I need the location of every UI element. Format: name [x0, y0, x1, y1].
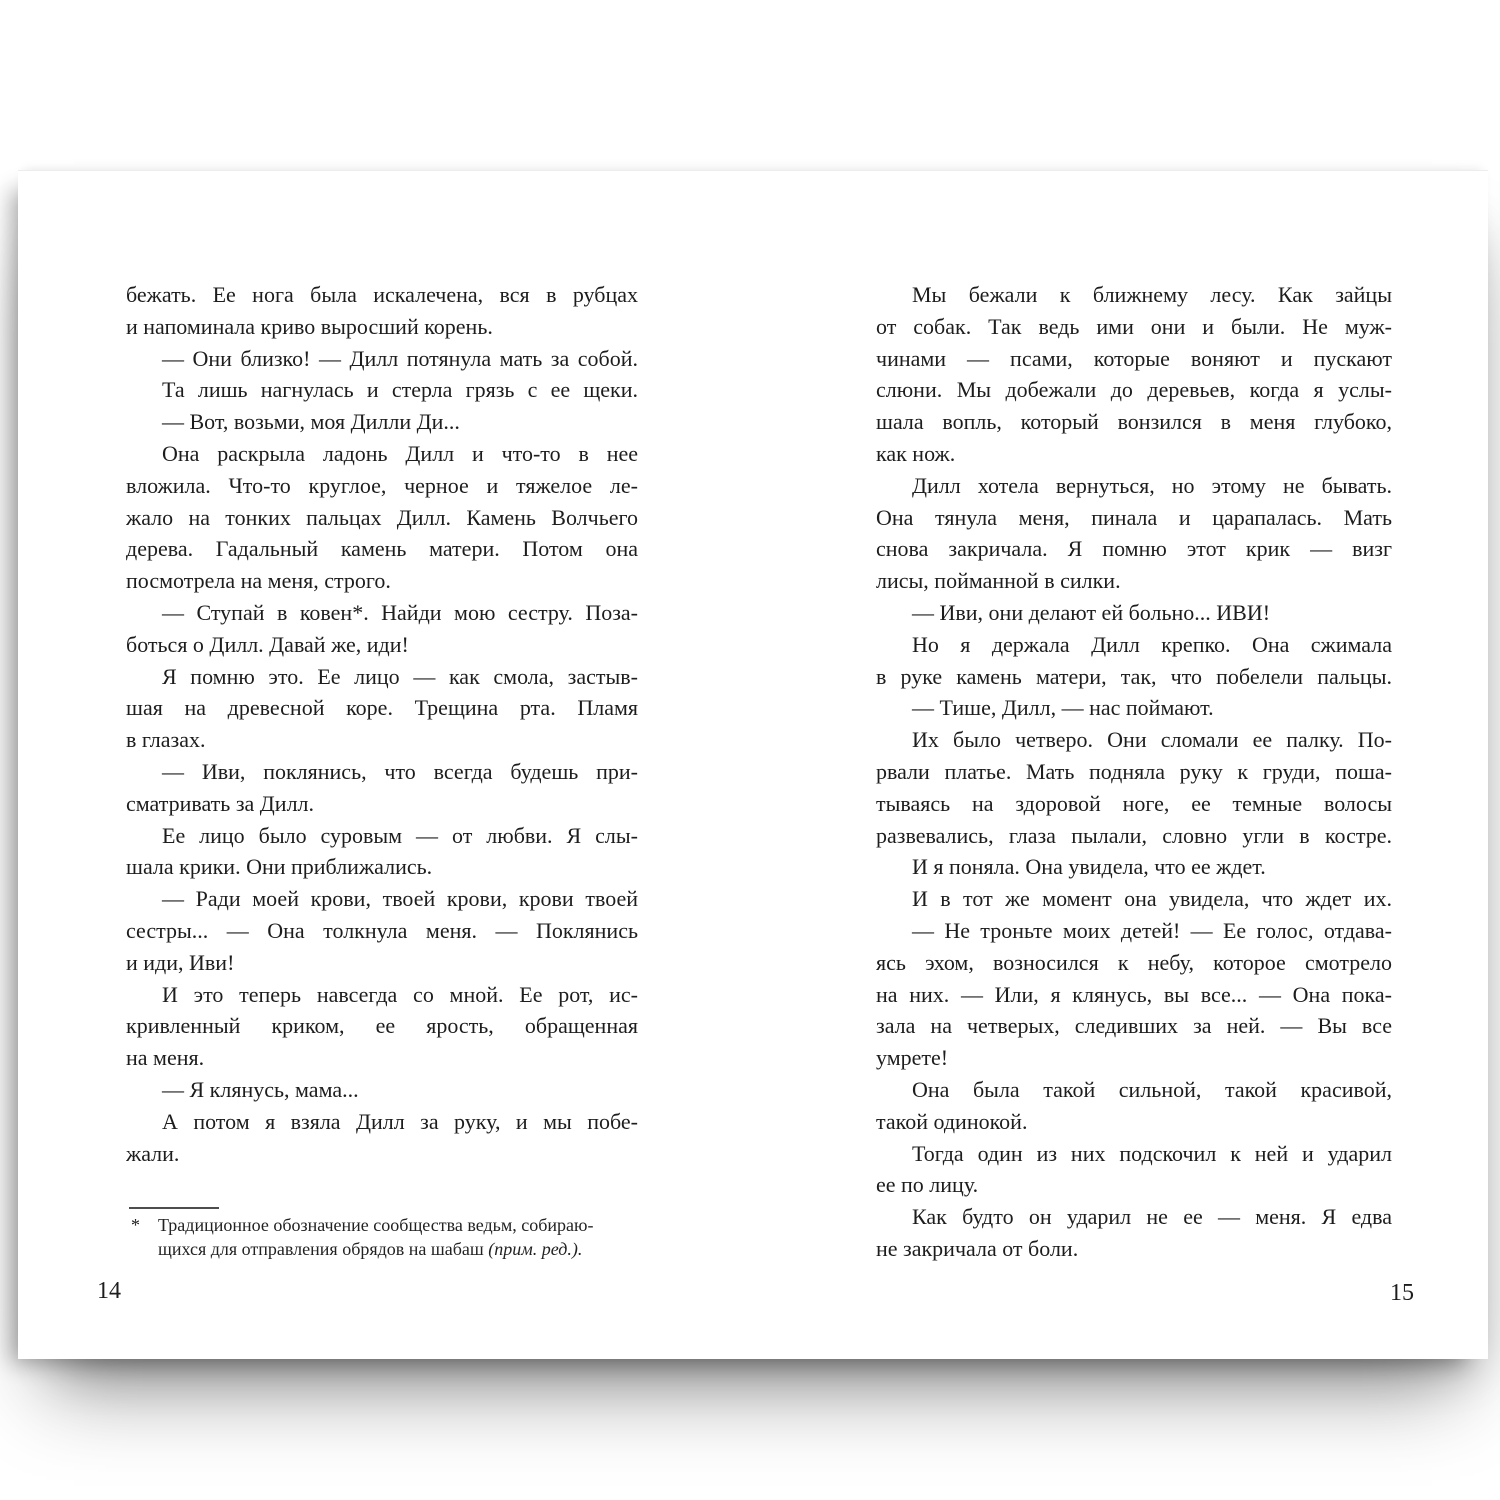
text-line: Она раскрыла ладонь Дилл и что-то в нее [162, 440, 638, 466]
text-line: Тогда один из них подскочил к ней и ударил [912, 1140, 1392, 1166]
text-line: — Вот, возьми, моя Дилли Ди... [162, 409, 460, 435]
text-line: чинами — псами, которые воняют и пускают [876, 345, 1392, 371]
text-line: слюни. Мы добежали до деревьев, когда я услы- [876, 377, 1392, 403]
text-line: развевались, глаза пылали, словно угли в костре. [876, 822, 1392, 848]
text-line: Ее лицо было суровым — от любви. Я слы- [162, 822, 638, 848]
text-line: Мы бежали к ближнему лесу. Как зайцы [912, 282, 1392, 307]
text-line: шая на древесной коре. Трещина рта. Пламя [126, 695, 638, 721]
text-line: умрете! [876, 1045, 949, 1071]
text-line: зала на четверых, следивших за ней. — Вы все [876, 1013, 1392, 1039]
right-page-text [876, 279, 1392, 1265]
footnote-line: Традиционное обозначение сообщества ведьм, собираю- [158, 1215, 594, 1235]
text-line: Но я держала Дилл крепко. Она сжимала [912, 631, 1392, 657]
text-line: тываясь на здоровой ноге, ее темные волосы [876, 790, 1392, 816]
text-line: дерева. Гадальный камень матери. Потом она [126, 536, 638, 562]
text-line: Она тянула меня, пинала и царапалась. Мать [876, 504, 1392, 530]
text-line: жало на тонких пальцах Дилл. Камень Волчьего [126, 504, 638, 530]
text-line: и иди, Иви! [126, 949, 235, 975]
text-line: в руке камень матери, так, что побелели пальцы. [876, 663, 1392, 689]
text-line: на меня. [126, 1045, 205, 1071]
text-line: А потом я взяла Дилл за руку, и мы побе- [162, 1108, 638, 1134]
footnote-divider [129, 1207, 219, 1209]
text-line: Их было четверо. Они сломали ее палку. По- [912, 727, 1392, 753]
text-line: посмотрела на меня, строго. [126, 568, 391, 594]
text-line: лисы, пойманной в силки. [876, 568, 1121, 594]
text-line: Она была такой сильной, такой красивой, [912, 1076, 1392, 1102]
text-line: на них. — Или, я клянусь, вы все... — Она пока- [876, 981, 1392, 1007]
footnote-text: щихся для отправления обрядов на шабаш [158, 1239, 489, 1259]
text-line: рвали платье. Мать подняла руку к груди, поша- [876, 758, 1392, 784]
page-number-right: 15 [1390, 1280, 1414, 1306]
text-line: в глазах. [126, 727, 206, 753]
text-line: — Иви, они делают ей больно... ИВИ! [912, 599, 1271, 625]
text-line: жали. [126, 1140, 180, 1166]
text-line: — Ступай в ковен*. Найди мою сестру. Поза- [162, 599, 638, 625]
text-line: шала крики. Они приближались. [126, 854, 433, 880]
text-line: И я поняла. Она увидела, что ее ждет. [912, 854, 1266, 880]
text-line: — Я клянусь, мама... [162, 1076, 359, 1102]
text-line: — Они близко! — Дилл потянула мать за собой. [162, 345, 638, 371]
book-spread [18, 170, 1488, 1359]
text-line: Я помню это. Ее лицо — как смола, застыв- [162, 663, 638, 689]
text-line: боться о Дилл. Давай же, иди! [126, 631, 409, 657]
text-line: — Тише, Дилл, — нас поймают. [912, 695, 1214, 721]
text-line: не закричала от боли. [876, 1235, 1079, 1261]
text-line: ясь эхом, возносился к небу, которое смотрело [876, 949, 1392, 975]
text-line: и напоминала криво выросший корень. [126, 313, 493, 339]
footnote [158, 1213, 628, 1261]
text-line: Та лишь нагнулась и стерла грязь с ее щеки. [162, 377, 638, 403]
text-line: такой одинокой. [876, 1108, 1028, 1134]
text-line: И в тот же момент она увидела, что ждет их. [912, 886, 1392, 912]
text-line: как нож. [876, 440, 956, 466]
left-page-text [126, 279, 638, 1169]
text-line: вложила. Что-то круглое, черное и тяжелое ле- [126, 472, 638, 498]
text-line: ее по лицу. [876, 1172, 979, 1198]
text-line: — Не троньте моих детей! — Ее голос, отдава- [912, 917, 1392, 943]
text-line: И это теперь навсегда со мной. Ее рот, ис- [162, 981, 638, 1007]
footnote-editor-note: (прим. ред.). [488, 1239, 583, 1259]
page-number-left: 14 [97, 1278, 121, 1304]
text-line: сматривать за Дилл. [126, 790, 315, 816]
text-line: снова закричала. Я помню этот крик — визг [876, 536, 1392, 562]
footnote-line [158, 1237, 628, 1261]
text-line: сестры... — Она толкнула меня. — Поклянись [126, 917, 638, 943]
text-line: — Иви, поклянись, что всегда будешь при- [162, 758, 638, 784]
text-line: Как будто он ударил не ее — меня. Я едва [912, 1204, 1392, 1230]
text-line: бежать. Ее нога была искалечена, вся в рубцах [126, 282, 638, 307]
text-line: от собак. Так ведь ими они и были. Не муж- [876, 313, 1392, 339]
footnote-marker: * [131, 1215, 140, 1235]
text-line: кривленный криком, ее ярость, обращенная [126, 1013, 638, 1039]
text-line: шала вопль, который вонзился в меня глубоко, [876, 409, 1392, 435]
text-line: Дилл хотела вернуться, но этому не бывать. [912, 472, 1392, 498]
text-line: — Ради моей крови, твоей крови, крови твоей [162, 886, 638, 912]
